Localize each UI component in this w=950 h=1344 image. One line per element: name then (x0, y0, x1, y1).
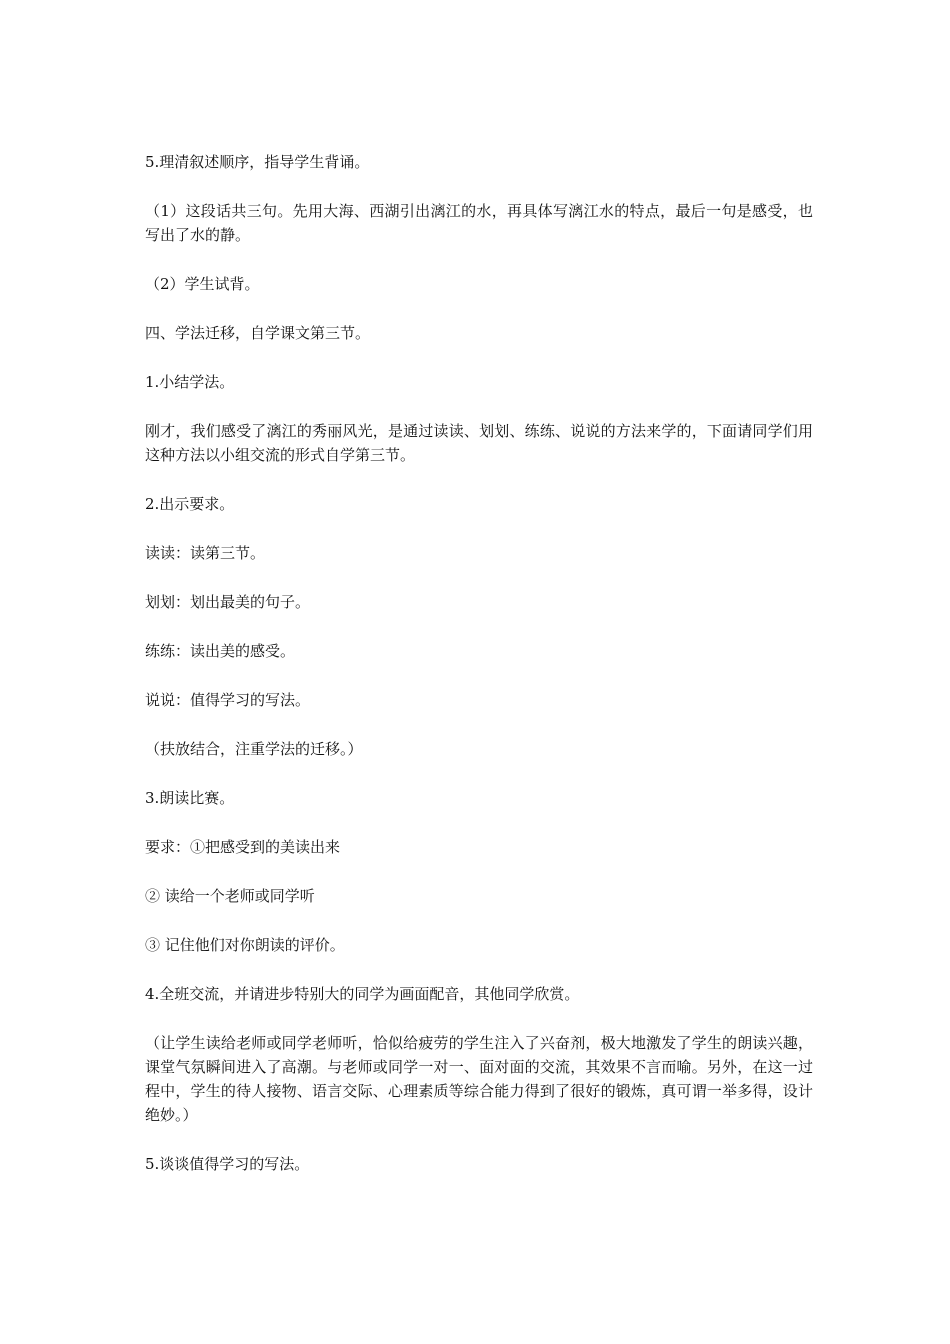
paragraph: 5.理清叙述顺序，指导学生背诵。 (145, 153, 370, 171)
paragraph: 读读：读第三节。 (145, 544, 266, 562)
paragraph: （让学生读给老师或同学老师听，恰似给疲劳的学生注入了兴奋剂，极大地激发了学生的朗读兴趣，课堂气氛瞬间进入了高潮。与老师或同学一对一、面对面的交流，其效果不言而喻。另外，在这一过程中，学生的待人接物、语言交际、心理素质等综合能力得到了很好的锻炼，真可谓一举多得，设计绝妙。） (145, 1034, 813, 1124)
paragraph: ② 读给一个老师或同学听 (145, 887, 315, 905)
paragraph: （2）学生试背。 (145, 275, 260, 293)
document-body (145, 150, 813, 1201)
paragraph: 1.小结学法。 (145, 373, 235, 391)
paragraph: 2.出示要求。 (145, 495, 235, 513)
paragraph: 刚才，我们感受了漓江的秀丽风光，是通过读读、划划、练练、说说的方法来学的，下面请同学们用这种方法以小组交流的形式自学第三节。 (145, 422, 813, 464)
paragraph: 要求：①把感受到的美读出来 (145, 838, 341, 856)
paragraph: （1）这段话共三句。先用大海、西湖引出漓江的水，再具体写漓江水的特点，最后一句是感受，也写出了水的静。 (145, 202, 813, 244)
paragraph: 说说：值得学习的写法。 (145, 691, 311, 709)
paragraph: ③ 记住他们对你朗读的评价。 (145, 936, 345, 954)
paragraph: （扶放结合，注重学法的迁移。） (145, 740, 363, 758)
paragraph: 练练：读出美的感受。 (145, 642, 296, 660)
paragraph: 5.谈谈值得学习的写法。 (145, 1155, 310, 1173)
paragraph: 4.全班交流，并请进步特别大的同学为画面配音，其他同学欣赏。 (145, 985, 580, 1003)
section-heading: 四、学法迁移，自学课文第三节。 (145, 324, 371, 342)
paragraph: 3.朗读比赛。 (145, 789, 235, 807)
paragraph: 划划：划出最美的句子。 (145, 593, 311, 611)
